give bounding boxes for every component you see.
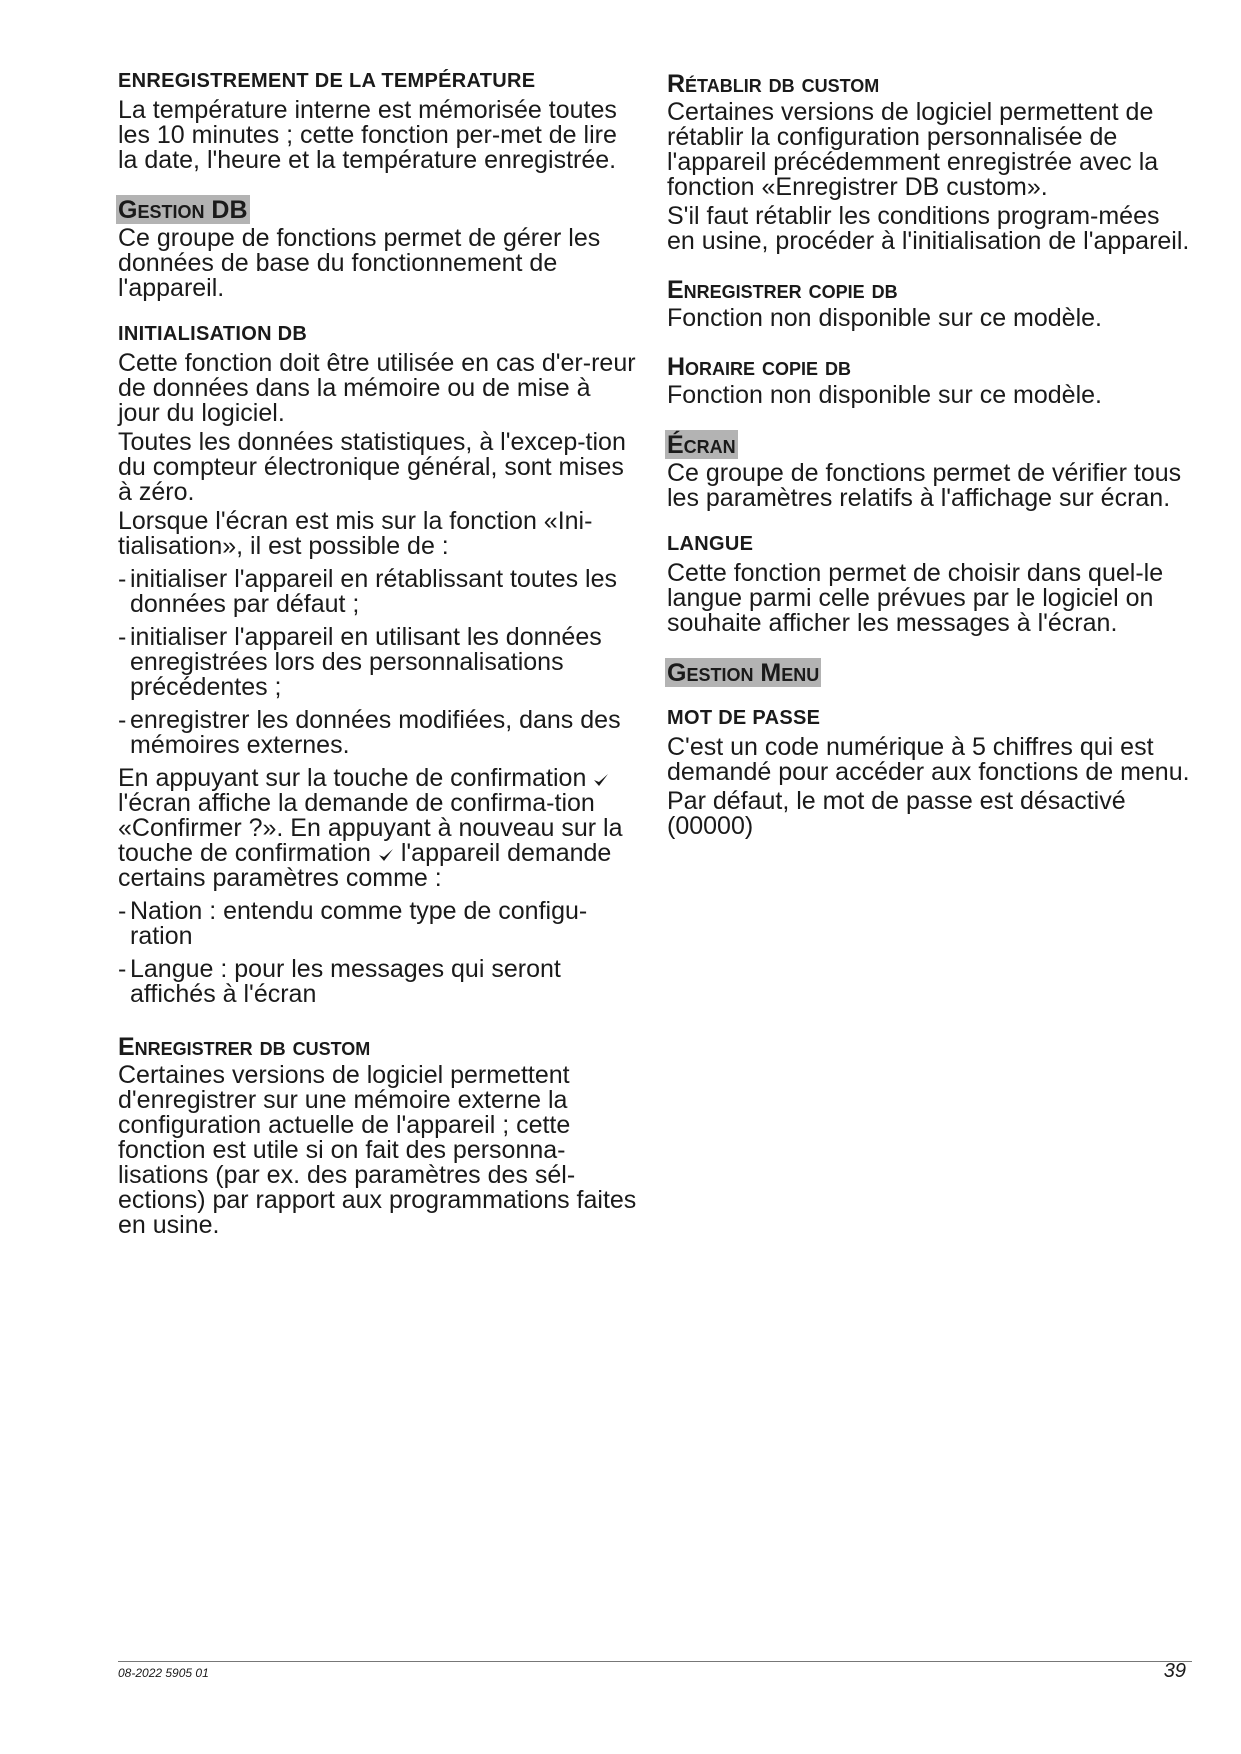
paragraph: La température interne est mémorisée toutes les 10 minutes ; cette fonction per-met de lire la date, l'heure et la température enregistrée. [118,96,617,174]
heading-mot-de-passe: MOT DE PASSE [667,707,821,729]
section-title-gestion-db: Gestion DB [118,196,248,224]
document-code: 08-2022 5905 01 [118,1666,209,1680]
paragraph: S'il faut rétablir les conditions program-mées en usine, procéder à l'initialisation de l'appareil. [667,202,1190,255]
footer-divider [118,1661,1192,1662]
section-title-enregistrer-db-custom: Enregistrer db custom [118,1033,371,1061]
section-title-enregistrer-copie-db: Enregistrer copie db [667,276,898,304]
paragraph: Fonction non disponible sur ce modèle. [667,381,1102,409]
left-column [118,70,638,1242]
paragraph: Ce groupe de fonctions permet de gérer les données de base du fonctionnement de l'appareil. [118,224,601,302]
section-title-horaire-copie-db: Horaire copie db [667,353,851,381]
check-icon [378,847,394,863]
paragraph: Toutes les données statistiques, à l'excep-tion du compteur électronique général, sont mises à zéro. [118,428,626,506]
list-item: - initialiser l'appareil en utilisant les données enregistrées lors des personnalisations précédentes ; [118,623,602,701]
paragraph: Lorsque l'écran est mis sur la fonction «Ini-tialisation», il est possible de : [118,507,593,560]
section-title-gestion-menu: Gestion Menu [667,659,820,687]
list-item: - Langue : pour les messages qui seront affichés à l'écran [118,955,561,1008]
paragraph: Cette fonction doit être utilisée en cas d'er-reur de données dans la mémoire ou de mise à jour du logiciel. [118,349,636,427]
section-title-ecran: Écran [667,431,736,459]
paragraph: Par défaut, le mot de passe est désactivé (00000) [667,787,1126,840]
list-item: - initialiser l'appareil en rétablissant toutes les données par défaut ; [118,565,617,618]
section-title-retablir-db-custom: Rétablir db custom [667,70,880,98]
paragraph: Cette fonction permet de choisir dans quel-le langue parmi celle prévues par le logiciel on souhaite afficher les messages à l'écran. [667,559,1164,637]
heading-langue: LANGUE [667,533,754,555]
paragraph: Certaines versions de logiciel permettent de rétablir la configuration personnalisée de l'appareil précédemment enregistrée avec la fonction «Enregistrer DB custom». [667,98,1159,201]
list-item: - Nation : entendu comme type de configu-ration [118,897,588,950]
paragraph: Certaines versions de logiciel permettent d'enregistrer sur une mémoire externe la configuration actuelle de l'appareil ; cette fonction est utile si on fait des personna-lisations (par ex. des paramètres des sél-ections) par rapport aux programmations faites en usine. [118,1061,637,1239]
right-column [667,70,1192,843]
list-item: - enregistrer les données modifiées, dans des mémoires externes. [118,706,621,759]
check-icon [593,772,609,788]
page-number: 39 [1163,1660,1186,1682]
paragraph: Ce groupe de fonctions permet de vérifier tous les paramètres relatifs à l'affichage sur écran. [667,459,1182,512]
heading-initialisation-db: INITIALISATION DB [118,323,308,345]
paragraph: C'est un code numérique à 5 chiffres qui est demandé pour accéder aux fonctions de menu. [667,733,1190,786]
heading-temperature-recording: ENREGISTREMENT DE LA TEMPÉRATURE [118,70,536,92]
paragraph-confirmation: En appuyant sur la touche de confirmation l'écran affiche la demande de confirma-tion «Confirmer ?». En appuyant à nouveau sur la touche de confirmation l'appareil demande certains paramètres comme : [118,764,623,892]
paragraph: Fonction non disponible sur ce modèle. [667,304,1102,332]
